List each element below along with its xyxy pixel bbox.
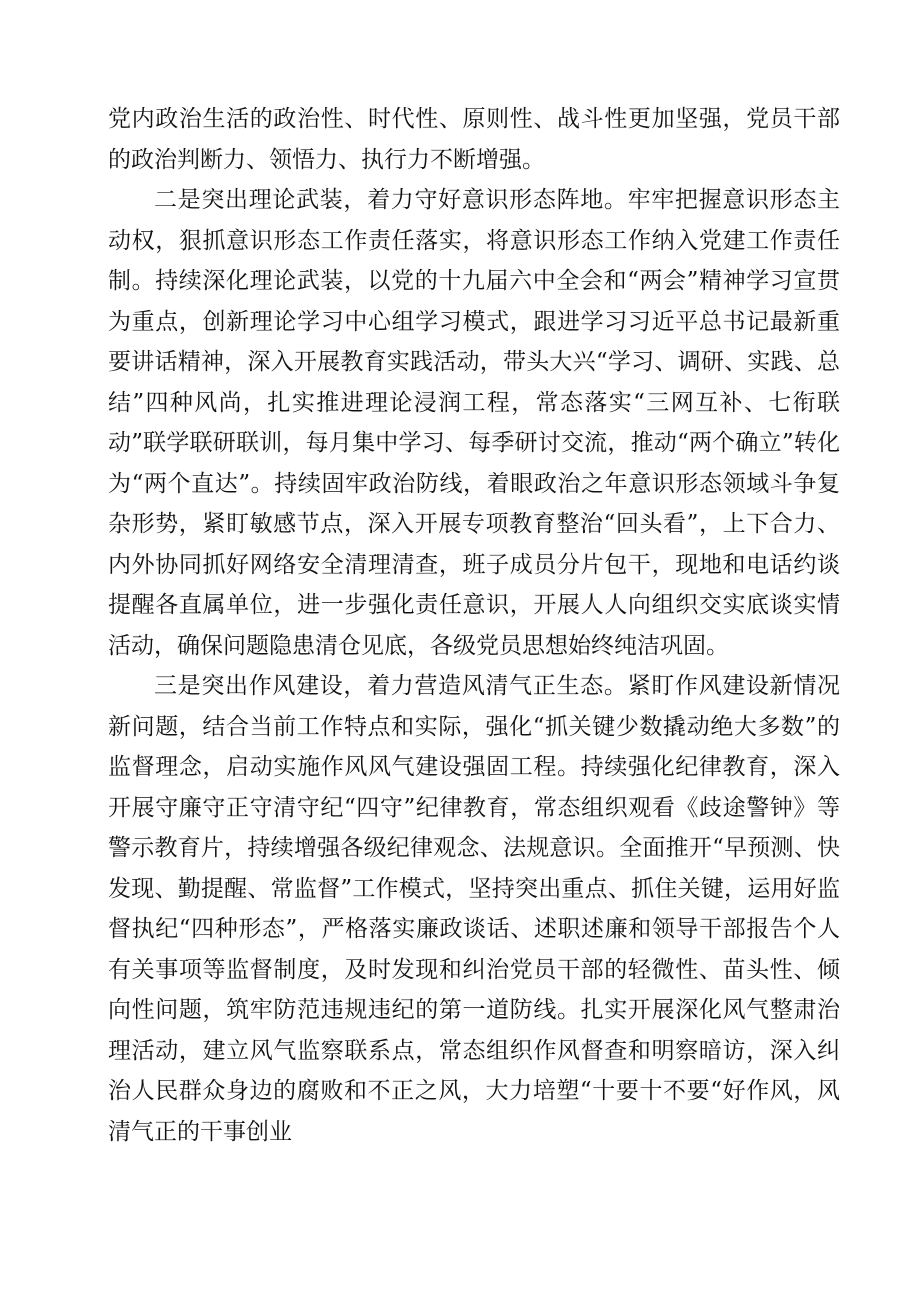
document-page [108,99,840,1152]
paragraph-theory-armament: 二是突出理论武装，着力守好意识形态阵地。牢牢把握意识形态主动权，狠抓意识形态工作责任落实，将意识形态工作纳入党建工作责任制。持续深化理论武装，以党的十九届六中全会和“两会”精神学习宣贯为重点，创新理论学习中心组学习模式，跟进学习习近平总书记最新重要讲话精神，深入开展教育实践活动，带头大兴“学习、调研、实践、总结”四种风尚，扎实推进理论浸润工程，常态落实“三网互补、七衔联动”联学联研联训，每月集中学习、每季研讨交流，推动“两个确立”转化为“两个直达”。持续固牢政治防线，着眼政治之年意识形态领域斗争复杂形势，紧盯敏感节点，深入开展专项教育整治“回头看”，上下合力、内外协同抓好网络安全清理清查，班子成员分片包干，现地和电话约谈提醒各直属单位，进一步强化责任意识，开展人人向组织交实底谈实情活动，确保问题隐患清仓见底，各级党员思想始终纯洁巩固。 [108,187,840,659]
paragraph-continued: 党内政治生活的政治性、时代性、原则性、战斗性更加坚强，党员干部的政治判断力、领悟力、执行力不断增强。 [108,106,840,173]
paragraph-work-style: 三是突出作风建设，着力营造风清气正生态。紧盯作风建设新情况新问题，结合当前工作特点和实际，强化“抓关键少数撬动绝大多数”的监督理念，启动实施作风风气建设强固工程。持续强化纪律教育，深入开展守廉守正守清守纪“四守”纪律教育，常态组织观看《歧途警钟》等警示教育片，持续增强各级纪律观念、法规意识。全面推开“早预测、快发现、勤提醒、常监督”工作模式，坚持突出重点、抓住关键，运用好监督执纪“四种形态”，严格落实廉政谈话、述职述廉和领导干部报告个人有关事项等监督制度，及时发现和纠治党员干部的轻微性、苗头性、倾向性问题，筑牢防范违规违纪的第一道防线。扎实开展深化风气整肃治理活动，建立风气监察联系点，常态组织作风督查和明察暗访，深入纠治人民群众身边的腐败和不正之风，大力培塑“十要十不要“好作风，风清气正的干事创业 [108,673,840,1145]
